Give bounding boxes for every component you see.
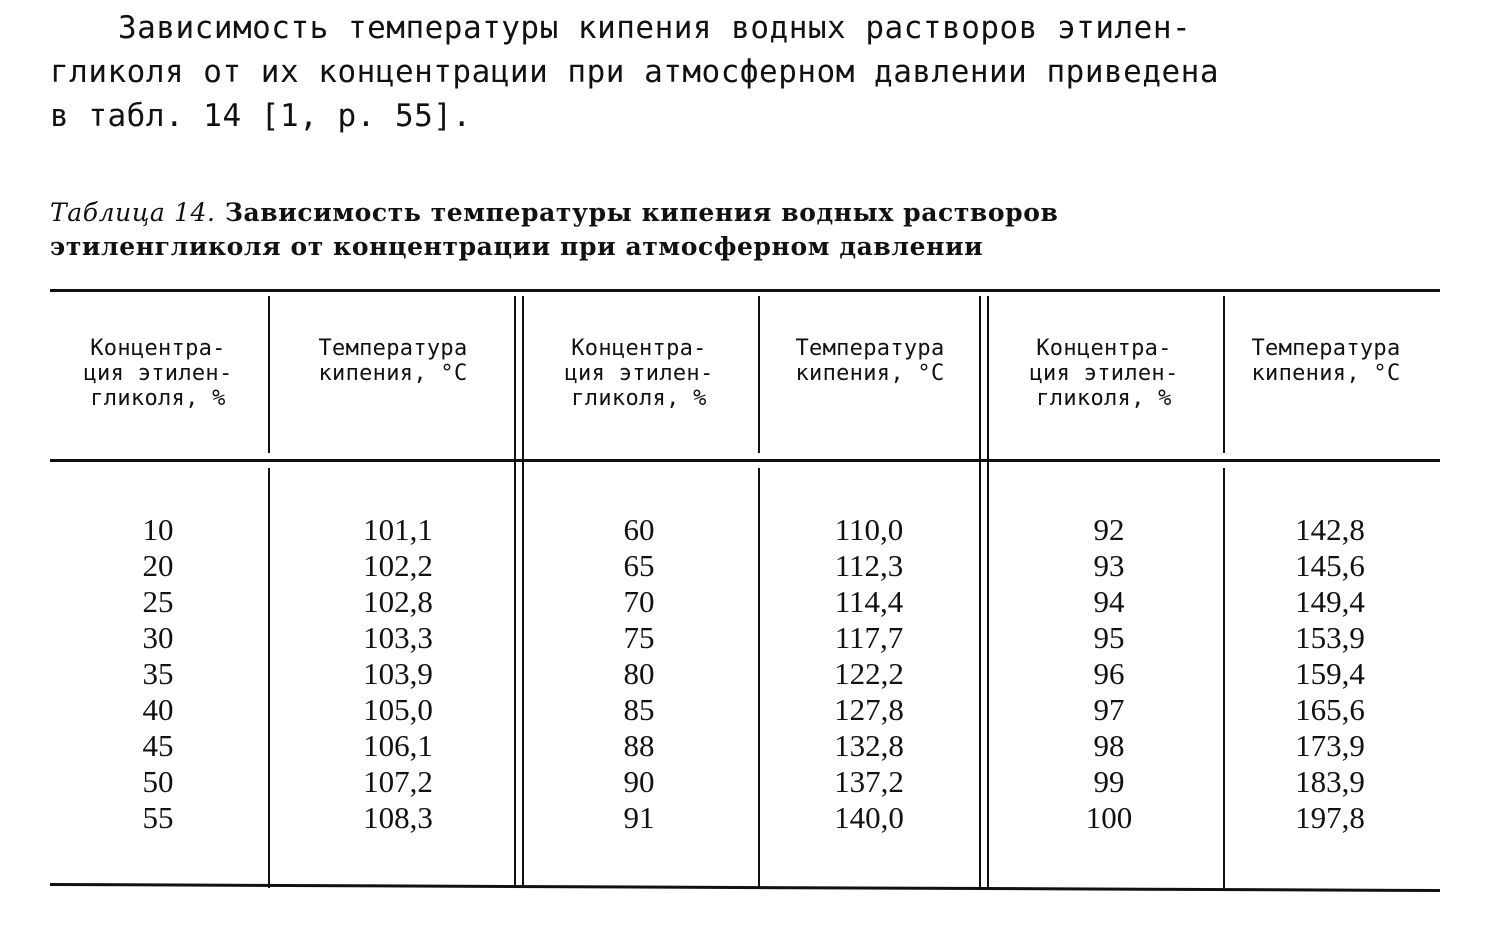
cell-temperature: 102,2 bbox=[363, 548, 433, 583]
cell-temperature: 140,0 bbox=[834, 800, 904, 835]
cell-temperature: 183,9 bbox=[1295, 764, 1365, 799]
cell-temperature: 114,4 bbox=[834, 584, 904, 619]
cell-temperature: 112,3 bbox=[834, 548, 904, 583]
cell-temperature: 173,9 bbox=[1295, 728, 1365, 763]
column-temperature-2 bbox=[766, 512, 972, 836]
group-divider bbox=[979, 296, 989, 888]
cell-temperature: 105,0 bbox=[363, 692, 433, 727]
cell-concentration: 10 bbox=[142, 512, 174, 547]
header-temperature-1 bbox=[280, 336, 506, 386]
cell-temperature: 137,2 bbox=[834, 764, 904, 799]
cell-temperature: 110,0 bbox=[834, 512, 904, 547]
cell-temperature: 107,2 bbox=[363, 764, 433, 799]
column-divider bbox=[268, 296, 270, 453]
cell-temperature: 127,8 bbox=[834, 692, 904, 727]
header-concentration-1 bbox=[55, 336, 261, 411]
cell-temperature: 165,6 bbox=[1295, 692, 1365, 727]
column-concentration-3 bbox=[1000, 512, 1218, 836]
cell-concentration: 65 bbox=[623, 548, 655, 583]
cell-concentration: 95 bbox=[1093, 620, 1125, 655]
cell-concentration: 99 bbox=[1093, 764, 1125, 799]
cell-temperature: 106,1 bbox=[363, 728, 433, 763]
header-temperature-text: Температура кипения, °C bbox=[1251, 336, 1401, 386]
cell-temperature: 197,8 bbox=[1295, 800, 1365, 835]
cell-concentration: 100 bbox=[1085, 800, 1133, 835]
column-divider bbox=[268, 468, 270, 888]
column-divider bbox=[758, 296, 760, 453]
cell-temperature: 122,2 bbox=[834, 656, 904, 691]
cell-temperature: 153,9 bbox=[1295, 620, 1365, 655]
cell-concentration: 96 bbox=[1093, 656, 1125, 691]
cell-temperature: 142,8 bbox=[1295, 512, 1365, 547]
table-bottom-rule bbox=[50, 883, 1440, 892]
header-temperature-text: Температура кипения, °C bbox=[795, 336, 945, 386]
header-temperature-text: Температура кипения, °C bbox=[318, 336, 468, 386]
table-caption bbox=[50, 196, 1310, 264]
cell-concentration: 20 bbox=[142, 548, 174, 583]
intro-line-2: гликоля от их концентрации при атмосферном давлении приведена bbox=[50, 54, 1219, 90]
table-header-rule bbox=[50, 459, 1440, 462]
column-temperature-1 bbox=[290, 512, 506, 836]
cell-temperature: 108,3 bbox=[363, 800, 433, 835]
header-concentration-2 bbox=[528, 336, 750, 411]
cell-concentration: 40 bbox=[142, 692, 174, 727]
cell-concentration: 98 bbox=[1093, 728, 1125, 763]
cell-temperature: 132,8 bbox=[834, 728, 904, 763]
cell-concentration: 92 bbox=[1093, 512, 1125, 547]
cell-concentration: 30 bbox=[142, 620, 174, 655]
header-concentration-3 bbox=[993, 336, 1215, 411]
intro-paragraph bbox=[50, 6, 1442, 138]
table-caption-text-line-1: Зависимость температуры кипения водных растворов bbox=[224, 198, 1059, 227]
header-concentration-text: Концентра- ция этилен- гликоля, % bbox=[564, 336, 714, 411]
cell-concentration: 94 bbox=[1093, 584, 1125, 619]
cell-concentration: 90 bbox=[623, 764, 655, 799]
cell-concentration: 80 bbox=[623, 656, 655, 691]
cell-temperature: 159,4 bbox=[1295, 656, 1365, 691]
cell-temperature: 149,4 bbox=[1295, 584, 1365, 619]
cell-concentration: 55 bbox=[142, 800, 174, 835]
cell-concentration: 88 bbox=[623, 728, 655, 763]
header-concentration-text: Концентра- ция этилен- гликоля, % bbox=[1029, 336, 1179, 411]
cell-concentration: 50 bbox=[142, 764, 174, 799]
cell-temperature: 145,6 bbox=[1295, 548, 1365, 583]
cell-concentration: 70 bbox=[623, 584, 655, 619]
column-divider bbox=[1223, 468, 1225, 888]
cell-temperature: 117,7 bbox=[834, 620, 904, 655]
header-temperature-2 bbox=[766, 336, 974, 386]
header-concentration-text: Концентра- ция этилен- гликоля, % bbox=[83, 336, 233, 411]
group-divider bbox=[514, 296, 524, 888]
column-concentration-1 bbox=[60, 512, 256, 836]
column-concentration-2 bbox=[530, 512, 748, 836]
cell-concentration: 45 bbox=[142, 728, 174, 763]
intro-line-1: Зависимость температуры кипения водных растворов этилен- bbox=[118, 10, 1192, 46]
cell-concentration: 93 bbox=[1093, 548, 1125, 583]
cell-concentration: 35 bbox=[142, 656, 174, 691]
intro-line-3: в табл. 14 [1, p. 55]. bbox=[50, 98, 472, 134]
cell-temperature: 101,1 bbox=[363, 512, 433, 547]
column-divider bbox=[1223, 296, 1225, 453]
table-caption-label: Таблица 14. bbox=[50, 198, 216, 227]
column-temperature-3 bbox=[1232, 512, 1428, 836]
table-caption-text-line-2: этиленгликоля от концентрации при атмосферном давлении bbox=[50, 232, 984, 261]
cell-temperature: 103,9 bbox=[363, 656, 433, 691]
cell-temperature: 103,3 bbox=[363, 620, 433, 655]
cell-concentration: 60 bbox=[623, 512, 655, 547]
cell-concentration: 75 bbox=[623, 620, 655, 655]
cell-concentration: 91 bbox=[623, 800, 655, 835]
column-divider bbox=[758, 468, 760, 888]
cell-concentration: 85 bbox=[623, 692, 655, 727]
cell-temperature: 102,8 bbox=[363, 584, 433, 619]
cell-concentration: 25 bbox=[142, 584, 174, 619]
cell-concentration: 97 bbox=[1093, 692, 1125, 727]
table-top-rule bbox=[50, 289, 1440, 292]
header-temperature-3 bbox=[1228, 336, 1424, 386]
